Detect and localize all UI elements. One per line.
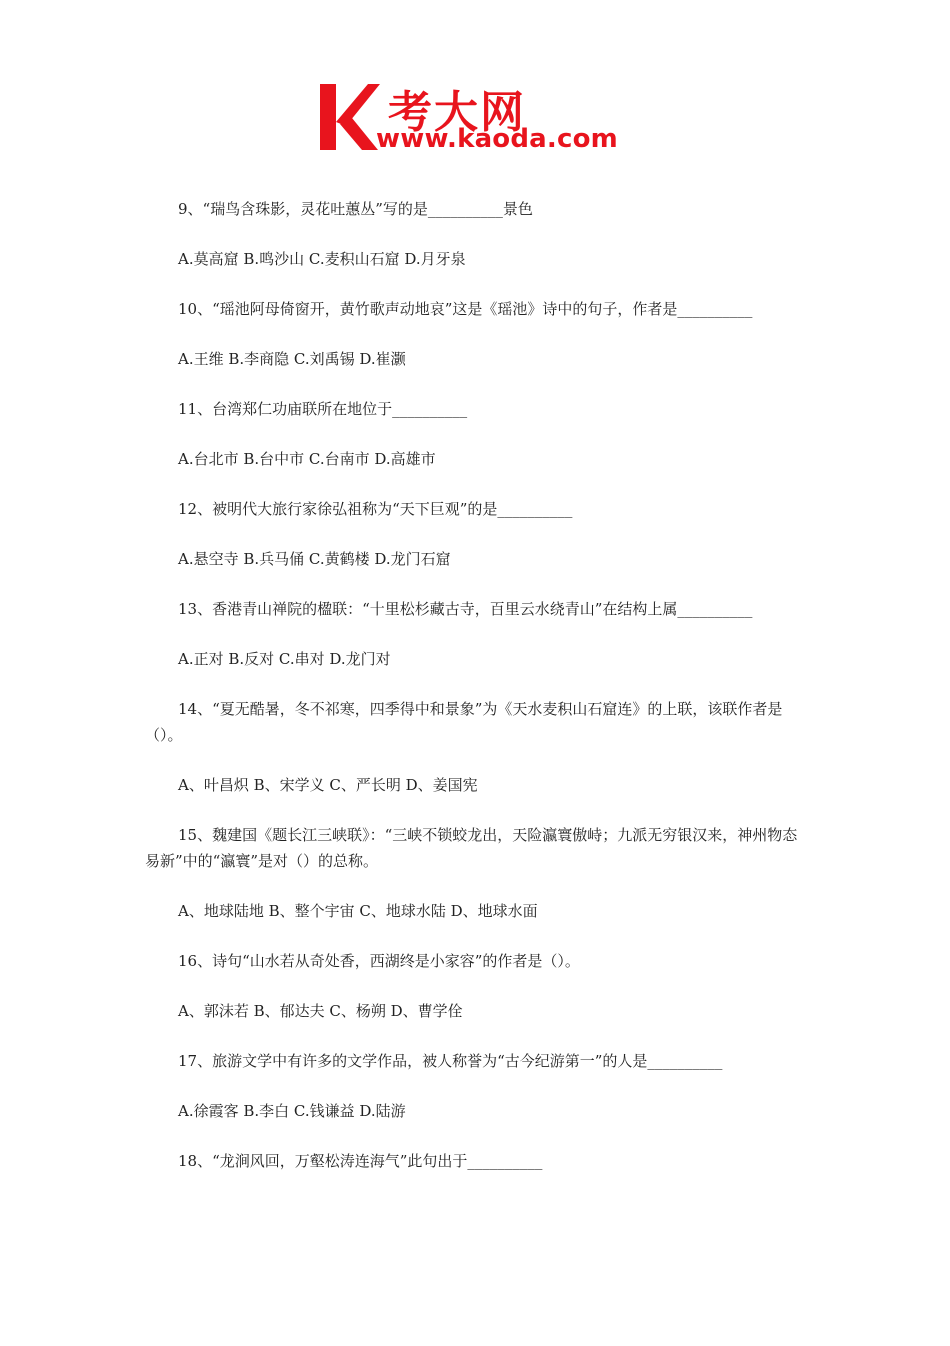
- options-16: A、郭沫若 B、郁达夫 C、杨朔 D、曹学佺: [178, 1002, 463, 1020]
- question-9: 9、“瑞鸟含珠影，灵花吐蕙丛”写的是__________景色: [178, 200, 533, 218]
- site-logo: [318, 82, 648, 162]
- question-17: 17、旅游文学中有许多的文学作品，被人称誉为“古今纪游第一”的人是__________: [178, 1052, 723, 1070]
- options-9: A.莫高窟 B.鸣沙山 C.麦积山石窟 D.月牙泉: [178, 250, 466, 268]
- options-13: A.正对 B.反对 C.串对 D.龙门对: [178, 650, 391, 668]
- options-15: A、地球陆地 B、整个宇宙 C、地球水陆 D、地球水面: [178, 902, 538, 920]
- question-10: 10、“瑶池阿母倚窗开，黄竹歌声动地哀”这是《瑶池》诗中的句子，作者是__________: [178, 300, 753, 318]
- logo-k-mark: [318, 82, 380, 152]
- logo-url: www.kaoda.com: [376, 124, 618, 154]
- question-15: 15、魏建国《题长江三峡联》：“三峡不锁蛟龙出，天险瀛寰傲峙；九派无穷银汉来，神州物态易新”中的“瀛寰”是对（）的总称。: [145, 826, 798, 870]
- options-17: A.徐霞客 B.李白 C.钱谦益 D.陆游: [178, 1102, 406, 1120]
- options-12: A.悬空寺 B.兵马俑 C.黄鹤楼 D.龙门石窟: [178, 550, 451, 568]
- question-11: 11、台湾郑仁功庙联所在地位于__________: [178, 400, 468, 418]
- question-18: 18、“龙涧风回，万壑松涛连海气”此句出于__________: [178, 1152, 543, 1170]
- question-12: 12、被明代大旅行家徐弘祖称为“天下巨观”的是__________: [178, 500, 573, 518]
- options-11: A.台北市 B.台中市 C.台南市 D.高雄市: [178, 450, 436, 468]
- question-13: 13、香港青山禅院的楹联：“十里松杉藏古寺，百里云水绕青山”在结构上属__________: [178, 600, 753, 618]
- question-list: [145, 196, 807, 1198]
- question-14: 14、“夏无酷暑，冬不祁寒，四季得中和景象”为《天水麦积山石窟连》的上联，该联作者是（）。: [145, 700, 783, 744]
- question-16: 16、诗句“山水若从奇处香，西湖终是小家容”的作者是（）。: [178, 952, 580, 970]
- logo-title: 考大网: [388, 87, 526, 138]
- options-14: A、叶昌炽 B、宋学义 C、严长明 D、姜国宪: [178, 776, 478, 794]
- options-10: A.王维 B.李商隐 C.刘禹锡 D.崔灏: [178, 350, 406, 368]
